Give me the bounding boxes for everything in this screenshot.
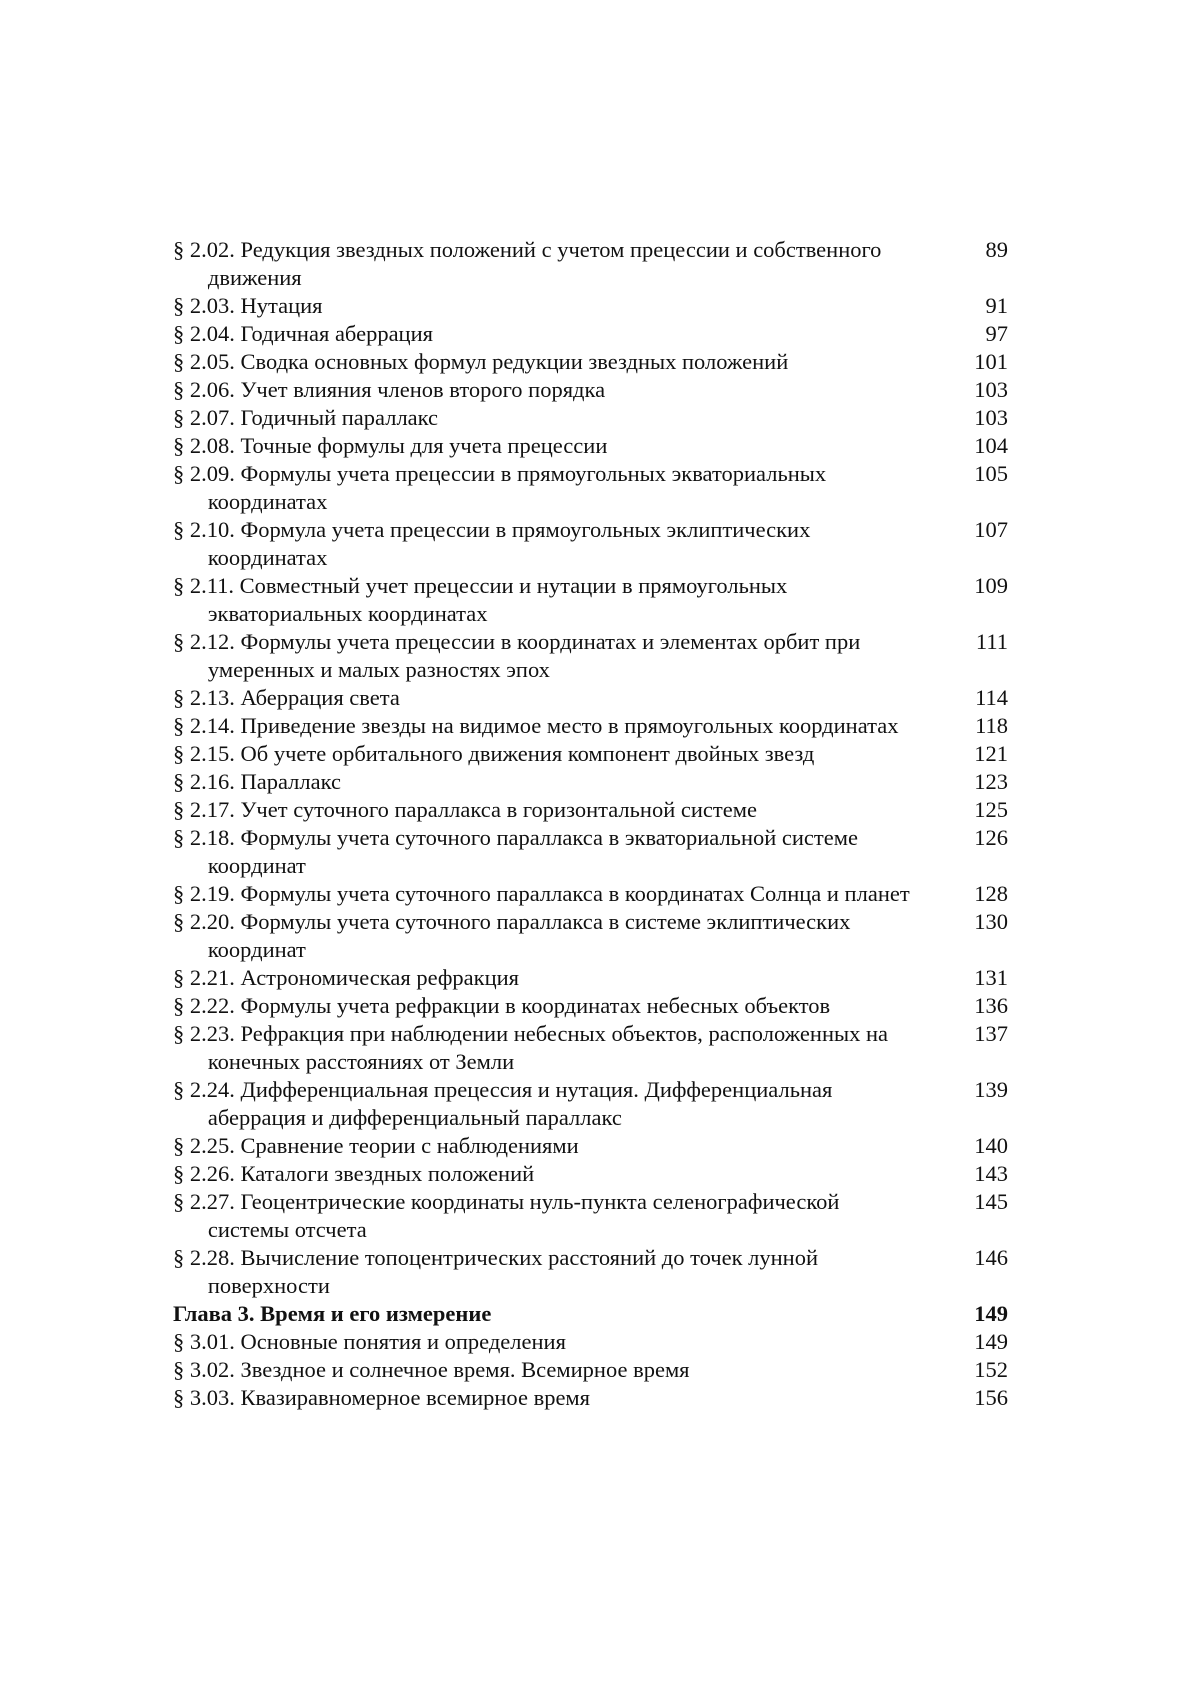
toc-entry-title: § 2.22. Формулы учета рефракции в координатах небесных объектов bbox=[173, 993, 831, 1018]
toc-entry-page: 130 bbox=[974, 909, 1008, 934]
toc-entry bbox=[173, 712, 1008, 740]
toc-entry-page: 145 bbox=[974, 1189, 1008, 1214]
toc-entry-page: 104 bbox=[974, 433, 1008, 458]
toc-entry-title: § 2.13. Аберрация света bbox=[173, 685, 400, 710]
toc-entry-title: § 2.18. Формулы учета суточного параллакса в экваториальной системе координат bbox=[173, 825, 858, 878]
toc-entry bbox=[173, 376, 1008, 404]
toc-entry bbox=[173, 740, 1008, 768]
toc-entry-page: 140 bbox=[974, 1133, 1008, 1158]
toc-entry-page: 118 bbox=[975, 713, 1008, 738]
toc-entry-title: § 2.20. Формулы учета суточного параллакса в системе эклиптических координат bbox=[173, 909, 851, 962]
toc-entry-page: 156 bbox=[974, 1385, 1008, 1410]
toc-entry bbox=[173, 516, 1008, 572]
toc-entry bbox=[173, 1384, 1008, 1412]
toc-entry-page: 143 bbox=[974, 1161, 1008, 1186]
toc-entry-title: § 3.02. Звездное и солнечное время. Всемирное время bbox=[173, 1357, 690, 1382]
toc-entry-page: 109 bbox=[974, 573, 1008, 598]
toc-entry bbox=[173, 572, 1008, 628]
toc-entry-page: 131 bbox=[974, 965, 1008, 990]
toc-entry-page: 97 bbox=[985, 321, 1008, 346]
toc-entry-page: 137 bbox=[974, 1021, 1008, 1046]
toc-entry bbox=[173, 404, 1008, 432]
toc-entry bbox=[173, 880, 1008, 908]
toc-entry-title: § 2.27. Геоцентрические координаты нуль-пункта селенографической системы отсчета bbox=[173, 1189, 840, 1242]
toc-entry bbox=[173, 292, 1008, 320]
toc-entry bbox=[173, 628, 1008, 684]
toc-entry-page: 111 bbox=[975, 629, 1008, 654]
toc-entry-page: 136 bbox=[974, 993, 1008, 1018]
toc-entry-page: 126 bbox=[974, 825, 1008, 850]
table-of-contents bbox=[173, 236, 1008, 1412]
toc-entry-title: § 2.06. Учет влияния членов второго порядка bbox=[173, 377, 606, 402]
toc-entry-page: 125 bbox=[974, 797, 1008, 822]
chapter-heading bbox=[173, 1300, 1008, 1328]
toc-entry bbox=[173, 1076, 1008, 1132]
toc-entry-title: § 2.07. Годичный параллакс bbox=[173, 405, 439, 430]
toc-entry bbox=[173, 236, 1008, 292]
toc-entry-page: 91 bbox=[985, 293, 1008, 318]
toc-entry bbox=[173, 1020, 1008, 1076]
toc-entry-title: § 2.19. Формулы учета суточного параллакса в координатах Солнца и планет bbox=[173, 881, 910, 906]
toc-entry-title: § 3.01. Основные понятия и определения bbox=[173, 1329, 566, 1354]
toc-entry-title: § 2.02. Редукция звездных положений с учетом прецессии и собственного движения bbox=[173, 237, 882, 290]
toc-entry-page: 123 bbox=[974, 769, 1008, 794]
toc-entry bbox=[173, 964, 1008, 992]
toc-entry-title: § 2.03. Нутация bbox=[173, 293, 323, 318]
toc-entry-title: § 2.09. Формулы учета прецессии в прямоугольных экваториальных координатах bbox=[173, 461, 827, 514]
toc-entry-title: Глава 3. Время и его измерение bbox=[173, 1301, 492, 1326]
toc-entry-title: § 2.11. Совместный учет прецессии и нутации в прямоугольных экваториальных координатах bbox=[173, 573, 788, 626]
toc-entry bbox=[173, 1160, 1008, 1188]
toc-entry-page: 89 bbox=[985, 237, 1008, 262]
toc-entry bbox=[173, 1244, 1008, 1300]
toc-entry-page: 105 bbox=[974, 461, 1008, 486]
toc-entry-page: 101 bbox=[974, 349, 1008, 374]
toc-entry-page: 103 bbox=[974, 377, 1008, 402]
toc-entry-page: 121 bbox=[974, 741, 1008, 766]
toc-entry-page: 114 bbox=[975, 685, 1008, 710]
toc-entry-title: § 2.21. Астрономическая рефракция bbox=[173, 965, 520, 990]
toc-entry bbox=[173, 1188, 1008, 1244]
toc-entry-page: 152 bbox=[974, 1357, 1008, 1382]
toc-entry-title: § 2.26. Каталоги звездных положений bbox=[173, 1161, 535, 1186]
toc-entry bbox=[173, 684, 1008, 712]
toc-entry-title: § 2.12. Формулы учета прецессии в координатах и элементах орбит при умеренных и малых разностях эпох bbox=[173, 629, 861, 682]
toc-entry-title: § 2.10. Формула учета прецессии в прямоугольных эклиптических координатах bbox=[173, 517, 811, 570]
toc-entry bbox=[173, 992, 1008, 1020]
toc-entry bbox=[173, 1328, 1008, 1356]
toc-entry bbox=[173, 348, 1008, 376]
toc-entry-page: 107 bbox=[974, 517, 1008, 542]
toc-entry bbox=[173, 1356, 1008, 1384]
toc-entry bbox=[173, 768, 1008, 796]
toc-entry-title: § 2.28. Вычисление топоцентрических расстояний до точек лунной поверхности bbox=[173, 1245, 819, 1298]
toc-entry bbox=[173, 908, 1008, 964]
toc-entry-page: 146 bbox=[974, 1245, 1008, 1270]
toc-entry-title: § 2.14. Приведение звезды на видимое место в прямоугольных координатах bbox=[173, 713, 899, 738]
toc-entry bbox=[173, 1132, 1008, 1160]
toc-entry bbox=[173, 460, 1008, 516]
toc-entry-title: § 2.23. Рефракция при наблюдении небесных объектов, расположенных на конечных расстояниях от Земли bbox=[173, 1021, 889, 1074]
toc-entry bbox=[173, 824, 1008, 880]
toc-entry bbox=[173, 320, 1008, 348]
toc-entry-page: 149 bbox=[974, 1301, 1008, 1326]
toc-entry-page: 149 bbox=[974, 1329, 1008, 1354]
toc-entry-page: 128 bbox=[974, 881, 1008, 906]
toc-entry-title: § 2.04. Годичная аберрация bbox=[173, 321, 433, 346]
toc-entry-title: § 3.03. Квазиравномерное всемирное время bbox=[173, 1385, 591, 1410]
toc-entry bbox=[173, 432, 1008, 460]
toc-entry-title: § 2.24. Дифференциальная прецессия и нутация. Дифференциальная аберрация и дифференциальный параллакс bbox=[173, 1077, 833, 1130]
toc-entry-title: § 2.15. Об учете орбитального движения компонент двойных звезд bbox=[173, 741, 815, 766]
toc-entry-page: 139 bbox=[974, 1077, 1008, 1102]
toc-entry-title: § 2.16. Параллакс bbox=[173, 769, 341, 794]
toc-entry bbox=[173, 796, 1008, 824]
toc-entry-page: 103 bbox=[974, 405, 1008, 430]
toc-entry-title: § 2.17. Учет суточного параллакса в горизонтальной системе bbox=[173, 797, 757, 822]
toc-entry-title: § 2.08. Точные формулы для учета прецессии bbox=[173, 433, 608, 458]
toc-entry-title: § 2.25. Сравнение теории с наблюдениями bbox=[173, 1133, 579, 1158]
toc-entry-title: § 2.05. Сводка основных формул редукции звездных положений bbox=[173, 349, 789, 374]
